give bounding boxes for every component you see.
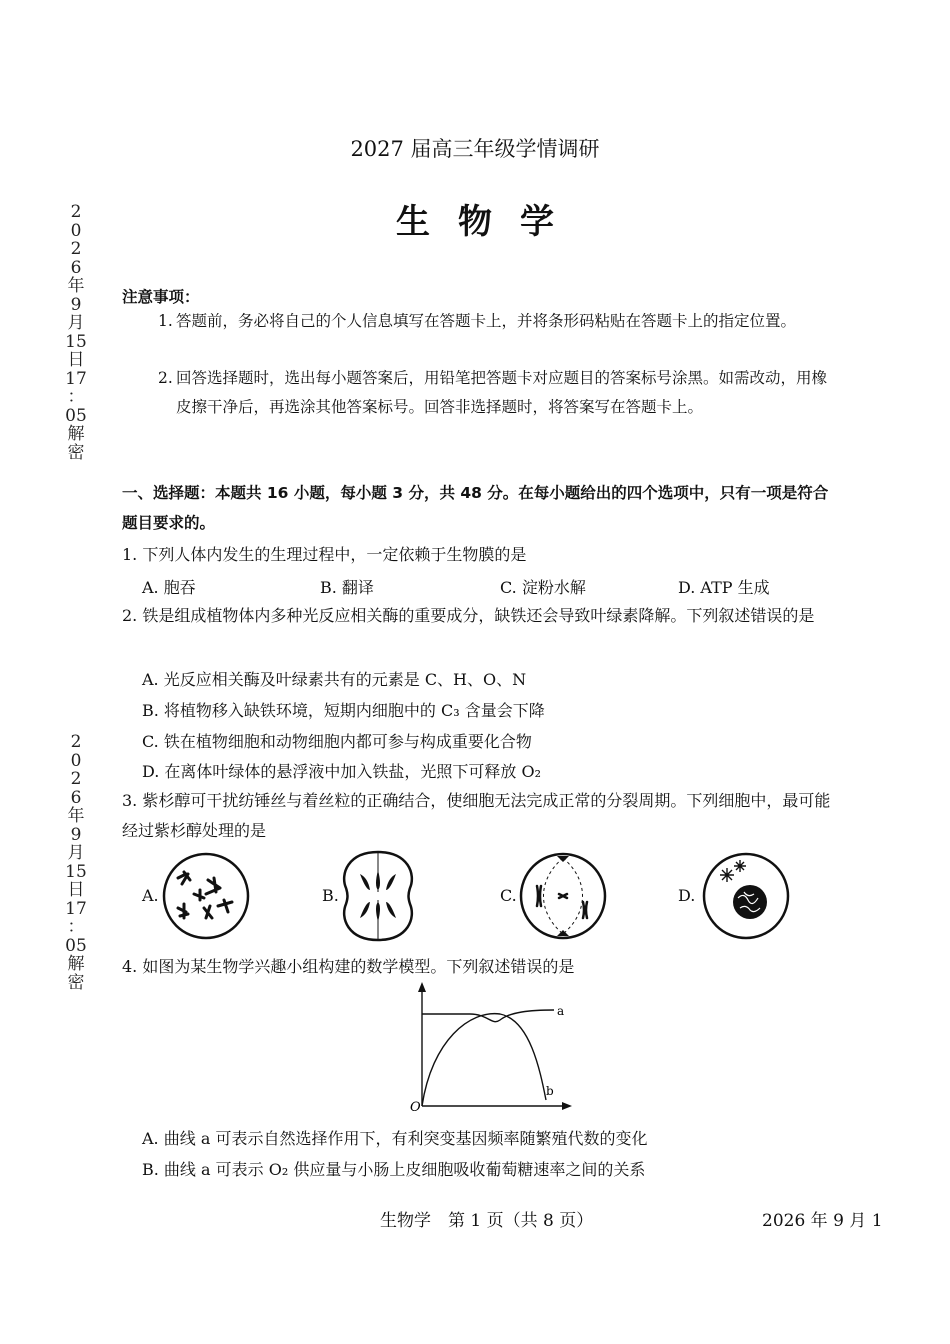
- cell-b-diagram: [338, 848, 418, 944]
- stamp-char: 05: [65, 935, 87, 956]
- q2-option-c: C. 铁在植物细胞和动物细胞内都可参与构成重要化合物: [142, 732, 532, 751]
- stamp-char: 月: [67, 843, 85, 863]
- stamp-char: 2: [70, 769, 82, 789]
- cell-c-diagram: [517, 850, 609, 942]
- stamp-char: 6: [70, 787, 82, 808]
- notice-heading: 注意事项：: [122, 288, 200, 306]
- q1-option-d: D. ATP 生成: [678, 578, 770, 597]
- q4-graph: [400, 980, 580, 1112]
- notice-item-text: 答题前，务必将自己的个人信息填写在答题卡上，并将条形码粘贴在答题卡上的指定位置。: [176, 312, 797, 330]
- stamp-char: 0: [70, 750, 82, 771]
- stamp-char: 05: [65, 405, 87, 426]
- question-2-text: 2. 铁是组成植物体内多种光反应相关酶的重要成分，缺铁还会导致叶绿素降解。下列叙述错误的是: [122, 606, 815, 625]
- curve-a-label: a: [557, 1004, 565, 1018]
- stamp-char: 9: [70, 294, 82, 315]
- origin-label: O: [410, 1100, 421, 1112]
- q3-option-c: C.: [500, 886, 517, 905]
- stamp-char: 年: [67, 276, 85, 296]
- q4-option-b: B. 曲线 a 可表示 O₂ 供应量与小肠上皮细胞吸收葡萄糖速率之间的关系: [142, 1160, 646, 1179]
- stamp-char: 密: [67, 442, 85, 463]
- stamp-char: 9: [70, 824, 82, 845]
- stamp-char: 2: [70, 239, 82, 259]
- q3-option-a: A.: [142, 886, 159, 905]
- notice-item-text: 回答选择题时，选出每小题答案后，用铅笔把答题卡对应题目的答案标号涂黑。如需改动，用橡皮擦干净后，再选涂其他答案标号。回答非选择题时，将答案写在答题卡上。: [176, 369, 828, 416]
- stamp-char: 0: [70, 220, 82, 241]
- side-stamp-bottom: [62, 733, 90, 992]
- cell-a-diagram: [160, 850, 252, 942]
- stamp-char: ：: [67, 387, 85, 407]
- page-footer-date: 2026 年 9 月 1: [762, 1211, 883, 1231]
- notice-item-number: 1.: [158, 312, 173, 330]
- stamp-char: 日: [67, 880, 85, 900]
- notice-item-1: [158, 307, 838, 336]
- stamp-char: 解: [67, 424, 85, 444]
- stamp-char: 6: [70, 257, 82, 278]
- q2-option-a: A. 光反应相关酶及叶绿素共有的元素是 C、H、O、N: [142, 670, 527, 689]
- notice-item-2: [158, 364, 838, 422]
- stamp-char: ：: [67, 917, 85, 937]
- notice-item-number: 2.: [158, 369, 173, 387]
- q1-option-b: B. 翻译: [320, 578, 374, 597]
- q1-option-c: C. 淀粉水解: [500, 578, 586, 597]
- q2-option-b: B. 将植物移入缺铁环境，短期内细胞中的 C₃ 含量会下降: [142, 701, 545, 720]
- q4-option-a: A. 曲线 a 可表示自然选择作用下，有利突变基因频率随繁殖代数的变化: [142, 1129, 648, 1148]
- question-3-stem: [122, 786, 842, 846]
- exam-subtitle: 2027 届高三年级学情调研: [350, 137, 600, 161]
- q3-option-d: D.: [678, 886, 696, 905]
- curve-b-label: b: [546, 1084, 554, 1098]
- q1-option-a: A. 胞吞: [142, 578, 196, 597]
- stamp-char: 15: [65, 331, 87, 352]
- stamp-char: 年: [67, 806, 85, 826]
- stamp-char: 2: [70, 202, 82, 222]
- stamp-char: 日: [67, 350, 85, 370]
- stamp-char: 2: [70, 732, 82, 752]
- question-1-stem: 1. 下列人体内发生的生理过程中，一定依赖于生物膜的是: [122, 545, 527, 564]
- question-3-text: 3. 紫杉醇可干扰纺锤丝与着丝粒的正确结合，使细胞无法完成正常的分裂周期。下列细胞中，最可能经过紫杉醇处理的是: [122, 791, 831, 840]
- q3-option-b: B.: [322, 886, 339, 905]
- stamp-char: 15: [65, 861, 87, 882]
- page-footer-number: 生物学 第 1 页（共 8 页）: [380, 1211, 594, 1231]
- stamp-char: 解: [67, 954, 85, 974]
- q2-option-d: D. 在离体叶绿体的悬浮液中加入铁盐，光照下可释放 O₂: [142, 762, 542, 781]
- stamp-char: 密: [67, 972, 85, 993]
- stamp-char: 17: [65, 898, 87, 919]
- cell-d-diagram: [700, 850, 792, 942]
- section-heading-text: 一、选择题：本题共 16 小题，每小题 3 分，共 48 分。在每小题给出的四个选项中，只有一项是符合题目要求的。: [122, 484, 829, 532]
- exam-title: 生物学: [396, 202, 582, 242]
- question-2-stem: [122, 601, 842, 631]
- section-heading: [122, 478, 838, 538]
- stamp-char: 月: [67, 313, 85, 333]
- question-4-stem: 4. 如图为某生物学兴趣小组构建的数学模型。下列叙述错误的是: [122, 957, 575, 976]
- stamp-char: 17: [65, 368, 87, 389]
